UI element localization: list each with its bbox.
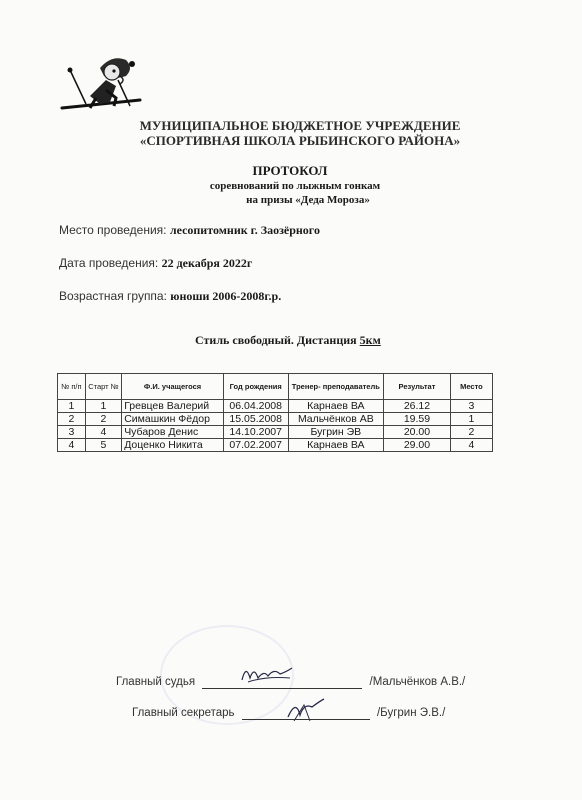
protocol-subtitle-1: соревнований по лыжным гонкам — [209, 180, 381, 192]
cell-result: 26.12 — [384, 400, 451, 413]
protocol-title: ПРОТОКОЛ — [252, 163, 328, 178]
cell-name: Гревцев Валерий — [122, 400, 224, 413]
cell-start: 4 — [85, 426, 121, 439]
age-group-value: юноши 2006-2008г.р. — [170, 289, 282, 303]
cell-coach: Карнаев ВА — [288, 439, 384, 452]
cell-num: 3 — [58, 426, 86, 439]
header-coach: Тренер- преподаватель — [288, 374, 384, 400]
race-distance: 5км — [359, 333, 381, 347]
field-age-group — [59, 289, 281, 304]
cell-coach: Карнаев ВА — [288, 400, 384, 413]
cell-name: Чубаров Денис — [122, 426, 224, 439]
cell-coach: Бугрин ЭВ — [288, 426, 384, 439]
table-header-row — [58, 374, 493, 400]
cell-num: 1 — [58, 400, 86, 413]
results-table — [57, 373, 493, 452]
header-year: Год рождения — [223, 374, 288, 400]
cell-year: 15.05.2008 — [223, 413, 288, 426]
cell-place: 2 — [450, 426, 492, 439]
secretary-name: /Бугрин Э.В./ — [376, 707, 446, 719]
cell-name: Доценко Никита — [122, 439, 224, 452]
cell-name: Симашкин Фёдор — [122, 413, 224, 426]
cell-start: 5 — [85, 439, 121, 452]
table-row — [58, 426, 493, 439]
header-name: Ф.И. учащегося — [122, 374, 224, 400]
race-style-prefix: Стиль свободный. Дистанция — [195, 333, 357, 347]
date-label: Дата проведения: — [59, 256, 159, 270]
cell-place: 4 — [450, 439, 492, 452]
age-group-label: Возрастная группа: — [59, 289, 167, 303]
header-result: Результат — [384, 374, 451, 400]
cell-year: 14.10.2007 — [223, 426, 288, 439]
header-place: Место — [450, 374, 492, 400]
table-row — [58, 413, 493, 426]
field-place — [59, 223, 320, 238]
header-num: № п/п — [58, 374, 86, 400]
protocol-subtitle-2: на призы «Деда Мороза» — [246, 194, 370, 206]
handwritten-signature-icon — [238, 660, 294, 686]
cell-year: 06.04.2008 — [223, 400, 288, 413]
cell-start: 1 — [85, 400, 121, 413]
field-date — [59, 256, 252, 271]
cell-result: 20.00 — [384, 426, 451, 439]
table-row — [58, 439, 493, 452]
secretary-label: Главный секретарь — [132, 707, 235, 719]
cell-num: 2 — [58, 413, 86, 426]
race-style — [195, 333, 415, 348]
cell-result: 29.00 — [384, 439, 451, 452]
cell-num: 4 — [58, 439, 86, 452]
header-start: Старт № — [85, 374, 121, 400]
judge-label: Главный судья — [116, 676, 196, 688]
cell-coach: Мальчёнков АВ — [288, 413, 384, 426]
judge-name: /Мальчёнков А.В./ — [369, 676, 466, 688]
place-label: Место проведения: — [59, 223, 167, 237]
date-value: 22 декабря 2022г — [161, 256, 253, 270]
handwritten-signature-icon — [282, 695, 328, 725]
place-value: лесопитомник г. Заозёрного — [169, 223, 320, 237]
cell-place: 3 — [450, 400, 492, 413]
org-line-1: МУНИЦИПАЛЬНОЕ БЮДЖЕТНОЕ УЧРЕЖДЕНИЕ — [139, 118, 461, 133]
organization-name — [130, 118, 470, 148]
cell-start: 2 — [85, 413, 121, 426]
org-line-2: «СПОРТИВНАЯ ШКОЛА РЫБИНСКОГО РАЙОНА» — [139, 133, 461, 148]
table-row — [58, 400, 493, 413]
cell-place: 1 — [450, 413, 492, 426]
skier-mascot-icon — [60, 50, 142, 118]
cell-result: 19.59 — [384, 413, 451, 426]
cell-year: 07.02.2007 — [223, 439, 288, 452]
